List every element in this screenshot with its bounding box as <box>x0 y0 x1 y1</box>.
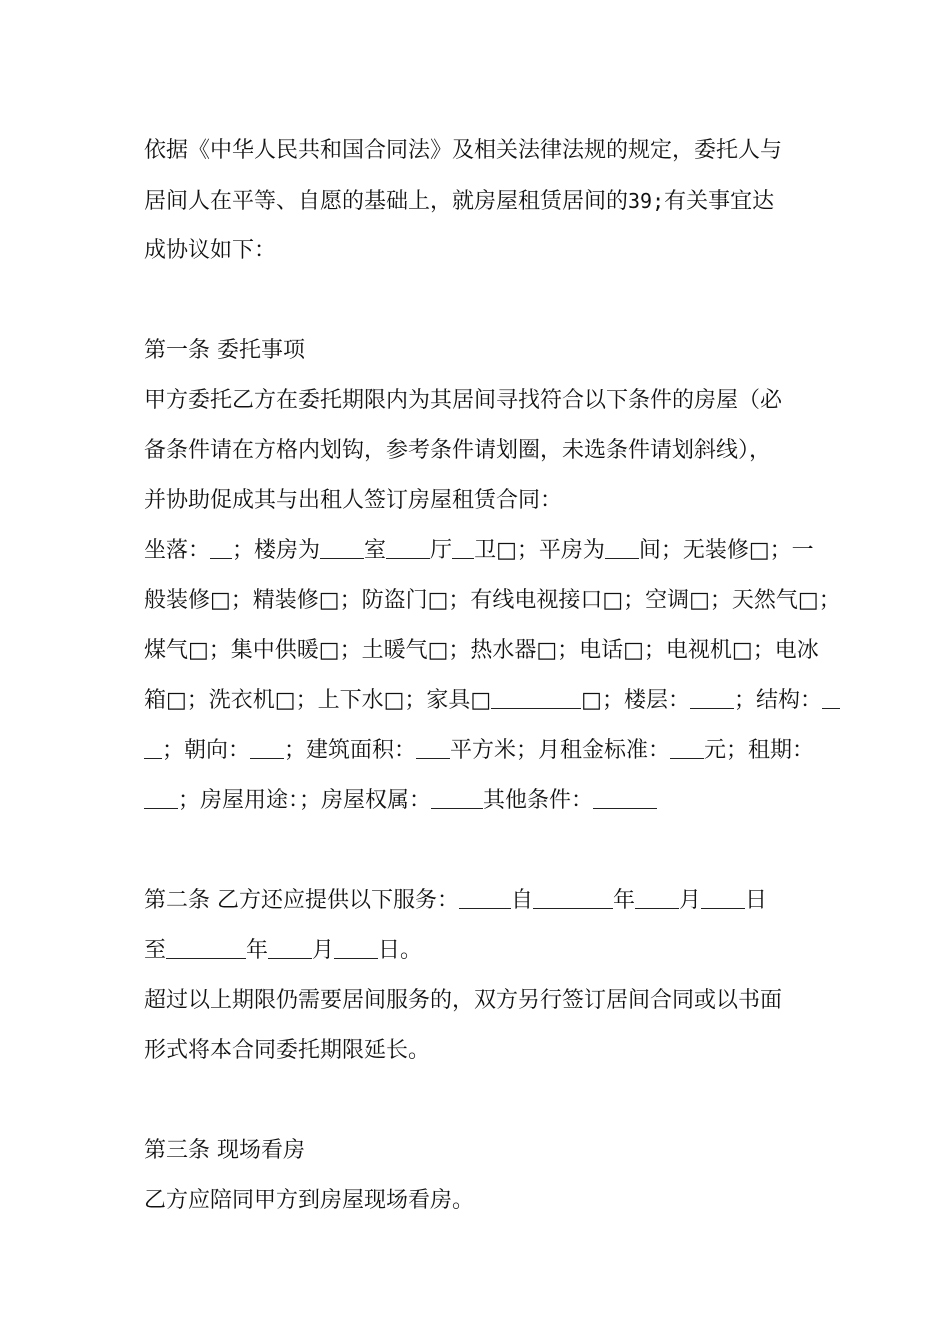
conditions-line-2: 般装修□；精装修□；防盗门□；有线电视接口□；空调□；天然气□； <box>144 588 841 613</box>
intro-line-2: 居间人在平等、自愿的基础上，就房屋租赁居间的39;有关事宜达 <box>144 189 775 214</box>
intro-code: 39; <box>628 189 665 213</box>
blank-service[interactable] <box>459 890 511 909</box>
article-1-title: 第一条 委托事项 <box>144 338 305 363</box>
blank-structure[interactable] <box>822 690 840 709</box>
article-1-para-1: 甲方委托乙方在委托期限内为其居间寻找符合以下条件的房屋（必 <box>144 388 783 413</box>
blank-ownership[interactable] <box>431 790 483 809</box>
blank-floor[interactable] <box>690 690 734 709</box>
article-2-line-1: 第二条 乙方还应提供以下服务： 自 年 月 日 <box>144 888 768 913</box>
conditions-line-3: 煤气□；集中供暖□；土暖气□；热水器□；电话□；电视机□；电冰 <box>144 638 819 663</box>
article-1-para-2: 备条件请在方格内划钩，参考条件请划圈，未选条件请划斜线）， <box>144 438 772 463</box>
blank-rent[interactable] <box>670 740 704 759</box>
blank-area[interactable] <box>416 740 450 759</box>
contract-page <box>144 126 841 1226</box>
article-3-title: 第三条 现场看房 <box>144 1138 305 1163</box>
blank-lease-term[interactable] <box>144 790 178 809</box>
conditions-line-1: 坐落： ；楼房为 室 厅 卫□；平房为 间；无装修□；一 <box>144 538 814 563</box>
blank-structure-cont[interactable] <box>144 740 162 759</box>
blank-end-year[interactable] <box>166 940 246 959</box>
blank-location[interactable] <box>210 540 232 559</box>
blank-rooms[interactable] <box>320 540 364 559</box>
intro-line-1: 依据《中华人民共和国合同法》及相关法律法规的规定，委托人与 <box>144 138 783 163</box>
article-1-para-3: 并协助促成其与出租人签订房屋租赁合同： <box>144 488 563 513</box>
blank-bungalow-rooms[interactable] <box>605 540 639 559</box>
blank-start-day[interactable] <box>701 890 745 909</box>
blank-halls[interactable] <box>386 540 430 559</box>
blank-furniture[interactable] <box>491 690 581 709</box>
article-2-line-2: 至 年 月 日。 <box>144 938 423 963</box>
blank-end-day[interactable] <box>334 940 378 959</box>
article-2-line-3: 超过以上期限仍需要居间服务的，双方另行签订居间合同或以书面 <box>144 988 783 1013</box>
blank-end-month[interactable] <box>268 940 312 959</box>
blank-other[interactable] <box>593 790 657 809</box>
conditions-line-6: ；房屋用途：；房屋权属： 其他条件： <box>144 776 824 826</box>
blank-baths[interactable] <box>452 540 474 559</box>
conditions-line-4: 箱□；洗衣机□；上下水□；家具□ □；楼层： ；结构： <box>144 676 824 726</box>
article-3-para-1: 乙方应陪同甲方到房屋现场看房。 <box>144 1188 475 1213</box>
conditions-line-5: ；朝向： ；建筑面积： 平方米；月租金标准： 元；租期： <box>144 726 824 776</box>
article-2-line-4: 形式将本合同委托期限延长。 <box>144 1038 431 1063</box>
intro-line-3: 成协议如下： <box>144 238 277 263</box>
blank-orientation[interactable] <box>250 740 284 759</box>
blank-start-month[interactable] <box>635 890 679 909</box>
blank-start-year[interactable] <box>533 890 613 909</box>
